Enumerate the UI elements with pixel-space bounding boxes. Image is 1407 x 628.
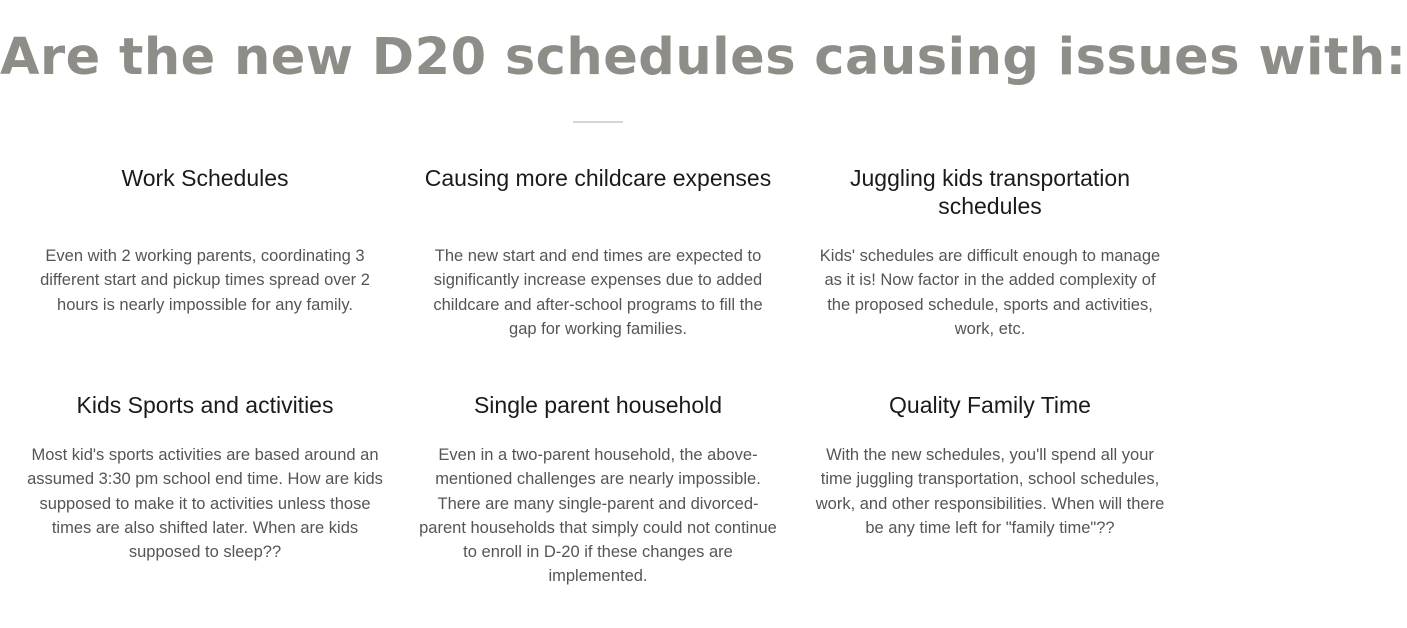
- card-description: Even in a two-parent household, the above-mentioned challenges are nearly impossible. There are many single-parent and divorced-parent households that simply could not continue to enroll in D-20 if these changes are implemented.: [419, 446, 777, 586]
- card-description: Even with 2 working parents, coordinating 3 different start and pickup times spread over 2 hours is nearly impossible for any family.: [40, 247, 370, 314]
- issue-card-transportation: [812, 164, 1168, 341]
- card-description: Kids' schedules are difficult enough to manage as it is! Now factor in the added complexity of the proposed schedule, sports and activities, work, etc.: [819, 247, 1161, 338]
- title-divider: [573, 121, 623, 123]
- issue-card-childcare-expenses: [418, 164, 778, 341]
- card-title: Single parent household: [473, 392, 723, 418]
- card-description: The new start and end times are expected to significantly increase expenses due to added childcare and after-school programs to fill the gap for working families.: [433, 247, 763, 338]
- issue-card-single-parent: [418, 391, 778, 589]
- card-title: Juggling kids transportation schedules: [850, 165, 1130, 219]
- card-description: Most kid's sports activities are based around an assumed 3:30 pm school end time. How are kids supposed to make it to activities unless those times are also shifted later. When are kids supposed to sleep??: [27, 446, 383, 562]
- card-title: Kids Sports and activities: [76, 392, 334, 418]
- card-description: With the new schedules, you'll spend all your time juggling transportation, school schedules, work, and other responsibilities. When will there be any time left for "family time"??: [815, 446, 1165, 537]
- issue-card-sports-activities: [24, 391, 386, 564]
- card-title: Causing more childcare expenses: [424, 165, 772, 191]
- issue-card-work-schedules: [24, 164, 386, 317]
- issue-card-family-time: [812, 391, 1168, 540]
- card-title: Work Schedules: [121, 165, 289, 191]
- card-title: Quality Family Time: [889, 392, 1091, 418]
- page-title: Are the new D20 schedules causing issues with:: [0, 28, 1407, 87]
